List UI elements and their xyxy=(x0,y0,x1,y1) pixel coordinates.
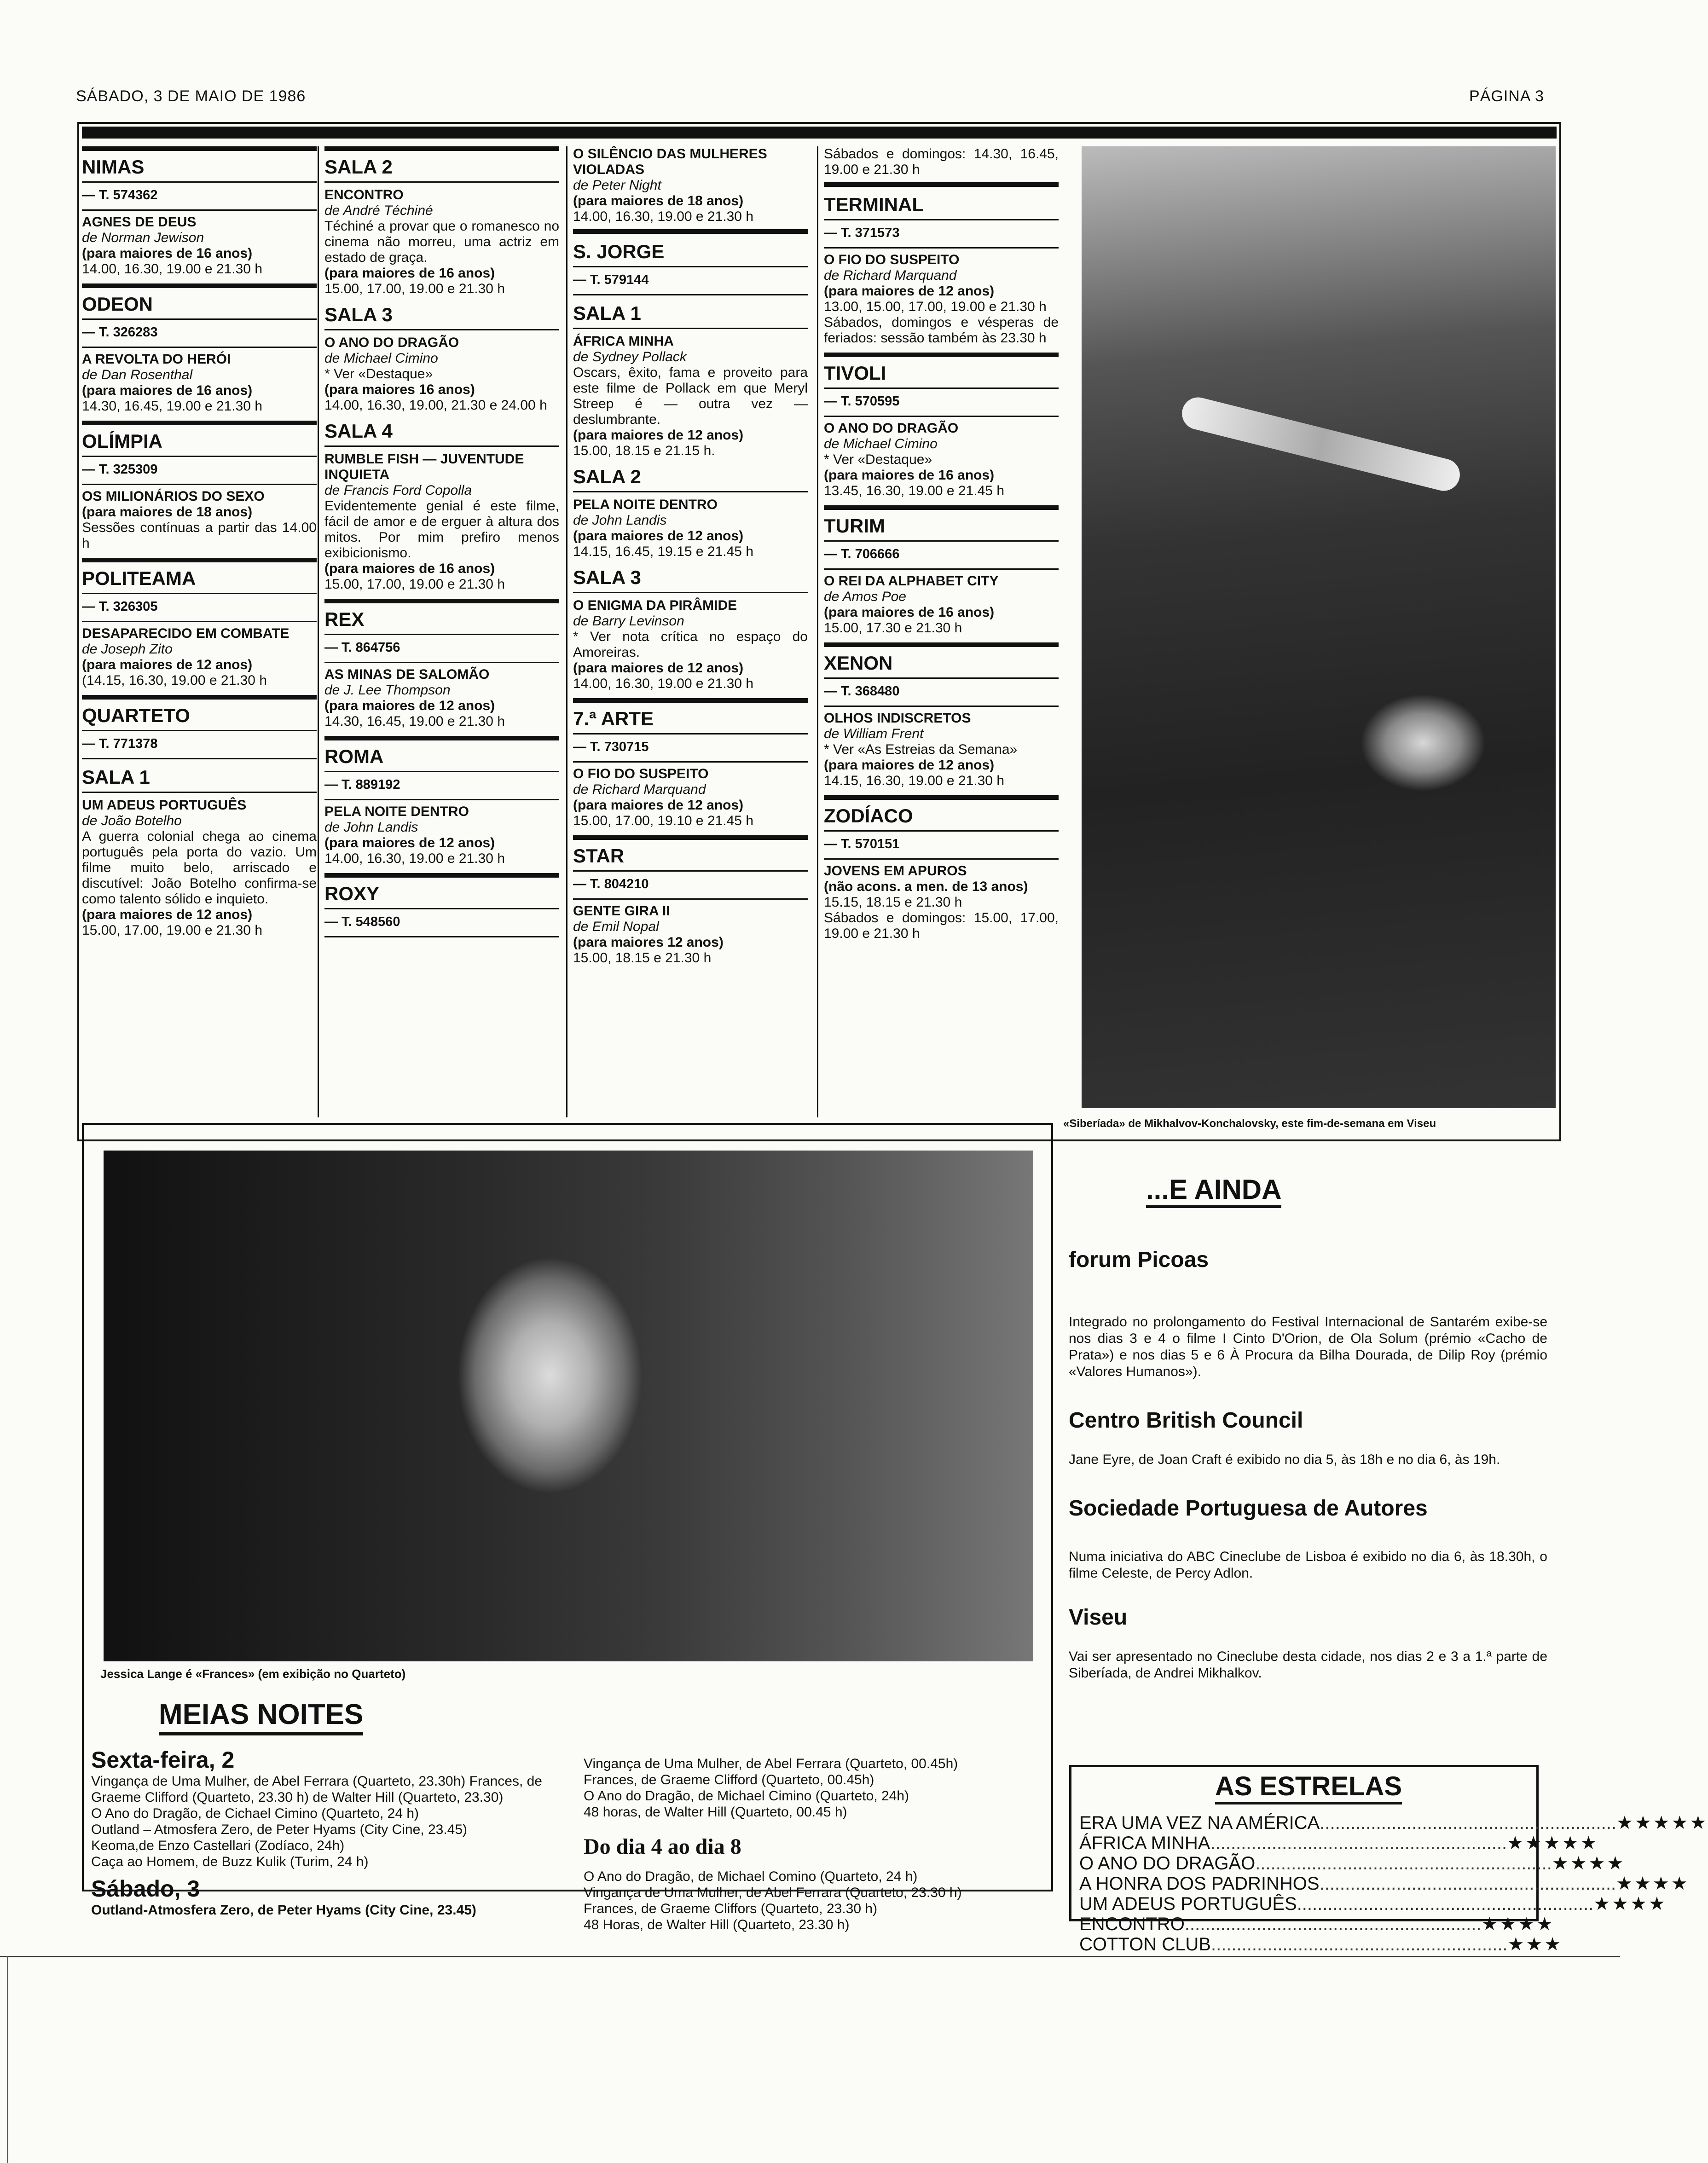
column-divider xyxy=(318,146,319,1117)
listing-text: Vingança de Uma Mulher, de Abel Ferrara (Quarteto, 23.30h) Frances, de Graeme Clifford (Quarteto, 23.30 h) de Walter Hill (Quarteto, 23.30) xyxy=(91,1774,542,1805)
section-text: Jane Eyre, de Joan Craft é exibido no dia 5, às 18h e no dia 6, às 19h. xyxy=(1069,1452,1500,1467)
film-title: ÁFRICA MINHA xyxy=(573,334,674,349)
film-director: de Barry Levinson xyxy=(573,613,684,629)
film-title: GENTE GIRA II xyxy=(573,903,670,919)
film-title: AS MINAS DE SALOMÃO xyxy=(324,667,490,682)
cinema-name: POLITEAMA xyxy=(82,567,317,594)
film-title: A REVOLTA DO HERÓI xyxy=(82,352,231,367)
film-times: 15.15, 18.15 e 21.30 h xyxy=(824,895,962,910)
cinema-block-rex xyxy=(324,599,559,729)
film-rating: (para maiores de 16 anos) xyxy=(82,246,253,261)
listings-column-4 xyxy=(824,146,1059,948)
star-film: O ANO DO DRAGÃO xyxy=(1079,1853,1256,1874)
film-times: 15.00, 17.00, 19.10 e 21.45 h xyxy=(573,813,754,828)
film-note: Sábados, domingos e vésperas de feriados: sessão também às 23.30 h xyxy=(824,315,1059,346)
film-director: de Emil Nopal xyxy=(573,919,659,934)
film-note: * Ver «Destaque» xyxy=(324,366,433,382)
film-rating: (para maiores de 16 anos) xyxy=(324,266,495,281)
film-note: Téchiné a provar que o romanesco no cinema não morreu, uma actriz em estado de graça. xyxy=(324,219,559,265)
film-times: 15.00, 17.00, 19.00 e 21.30 h xyxy=(82,923,263,938)
cinema-block-turim xyxy=(824,505,1059,636)
film-times: 14.00, 16.30, 19.00 e 21.30 h xyxy=(573,676,754,691)
film-director: de Francis Ford Copolla xyxy=(324,483,472,498)
cinema-phone: — T. 889192 xyxy=(324,777,559,800)
star-rating: ★★★★★ xyxy=(1616,1813,1708,1833)
film-rating: (para maiores de 12 anos) xyxy=(573,660,744,676)
cinema-block-roma xyxy=(324,736,559,867)
binding-line xyxy=(7,1956,8,2163)
film-times: 15.00, 18.15 e 21.15 h. xyxy=(573,443,715,458)
film-rating: (para maiores de 18 anos) xyxy=(573,193,744,208)
frances-photo xyxy=(104,1151,1033,1661)
film-director: de Michael Cimino xyxy=(824,436,938,451)
photo-caption-right: «Siberíada» de Mikhalvov-Konchalovsky, este fim-de-semana em Viseu xyxy=(1063,1117,1436,1130)
section-heading: Centro British Council xyxy=(1069,1408,1303,1433)
cinema-block-xenon xyxy=(824,642,1059,789)
film-times: 13.00, 15.00, 17.00, 19.00 e 21.30 h xyxy=(824,299,1047,314)
star-row: ÁFRICA MINHA .......................................................... ★★★★★ xyxy=(1079,1833,1599,1853)
film-rating: (para maiores de 12 anos) xyxy=(82,907,253,922)
film-times: Sessões contínuas a partir das 14.00 h xyxy=(82,520,317,551)
date-line: SÁBADO, 3 DE MAIO DE 1986 xyxy=(76,87,306,105)
film-director: de André Téchiné xyxy=(324,203,433,218)
cinema-phone: — T. 804210 xyxy=(573,876,808,900)
film-director: de Michael Cimino xyxy=(324,351,438,366)
cinema-phone: — T. 368480 xyxy=(824,683,1059,707)
film-title: O FIO DO SUSPEITO xyxy=(573,766,709,781)
section-text: Vai ser apresentado no Cineclube desta cidade, nos dias 2 e 3 a 1.ª parte de Siberíada, de Andrei Mikhalkov. xyxy=(1069,1649,1547,1681)
day-heading: Sábado, 3 xyxy=(91,1876,200,1902)
film-director: de William Frent xyxy=(824,726,924,741)
cinema-block-sala2 xyxy=(324,146,559,297)
star-film: UM ADEUS PORTUGUÊS xyxy=(1079,1894,1297,1914)
listings-column-3 xyxy=(573,146,808,972)
day-heading: Sexta-feira, 2 xyxy=(91,1747,235,1773)
cartaz-logo xyxy=(686,48,925,117)
cinema-block-sala3 xyxy=(324,303,559,413)
cinema-name: SALA 2 xyxy=(573,465,808,492)
listings-column-1 xyxy=(82,146,317,945)
logo-text: Cartaz xyxy=(709,51,902,115)
cinema-name: SALA 1 xyxy=(82,766,317,793)
cinema-phone: — T. 326305 xyxy=(82,599,317,622)
cinema-name: NIMAS xyxy=(82,156,317,183)
cinema-block-zodiaco xyxy=(824,795,1059,942)
cinema-name: QUARTETO xyxy=(82,704,317,731)
cinema-name: OLÍMPIA xyxy=(82,430,317,457)
film-director: de Amos Poe xyxy=(824,589,906,604)
cinema-block-nimas xyxy=(82,146,317,277)
cinema-phone: — T. 548560 xyxy=(324,914,559,937)
cinema-name: SALA 3 xyxy=(573,566,808,593)
film-times: 14.15, 16.30, 19.00 e 21.30 h xyxy=(824,773,1005,788)
section-heading: Sociedade Portuguesa de Autores xyxy=(1069,1496,1428,1521)
film-director: de Sydney Pollack xyxy=(573,349,687,364)
film-title: O ENIGMA DA PIRÂMIDE xyxy=(573,598,737,613)
film-title: O FIO DO SUSPEITO xyxy=(824,252,960,267)
listing-item: Vingança de Uma Mulher, de Abel Ferrara (Quarteto, 23.30 h) xyxy=(584,1885,962,1900)
film-rating: (para maiores de 12 anos) xyxy=(573,798,744,813)
film-title: AGNES DE DEUS xyxy=(82,214,197,230)
film-director: de John Landis xyxy=(573,513,667,528)
film-director: de J. Lee Thompson xyxy=(324,682,451,698)
estrelas-title: AS ESTRELAS xyxy=(1215,1771,1402,1804)
section-heading: forum Picoas xyxy=(1069,1248,1209,1272)
meias-noites-left xyxy=(91,1747,565,1918)
film-note: Oscars, êxito, fama e proveito para este filme de Pollack em que Meryl Streep é — outra vez — deslumbrante. xyxy=(573,365,808,427)
film-times: Sábados e domingos: 14.30, 16.45, 19.00 e 21.30 h xyxy=(824,146,1059,177)
cinema-block-politeama xyxy=(82,558,317,688)
film-director: de John Landis xyxy=(324,820,418,835)
day-heading: Do dia 4 ao dia 8 xyxy=(584,1834,741,1859)
star-rating: ★★★★★ xyxy=(1507,1833,1599,1853)
listing-item: Frances, de Graeme Cliffors (Quarteto, 23.30 h) xyxy=(584,1901,878,1916)
star-film: ÁFRICA MINHA xyxy=(1079,1833,1210,1853)
cinema-name: XENON xyxy=(824,652,1059,679)
film-title: RUMBLE FISH — JUVENTUDE INQUIETA xyxy=(324,451,524,482)
film-times: 14.30, 16.45, 19.00 e 21.30 h xyxy=(82,399,263,414)
film-rating: (para maiores de 16 anos) xyxy=(324,561,495,576)
film-note: A guerra colonial chega ao cinema português pela porta do vazio. Um filme muito belo, arriscado e discutível: João Botelho confirma-se como talento sólido e inquieto. xyxy=(82,829,317,907)
film-director: de Richard Marquand xyxy=(824,268,957,283)
film-rating: (para maiores de 12 anos) xyxy=(82,657,253,672)
cinema-block-7-arte xyxy=(573,698,808,829)
film-title: OS MILIONÁRIOS DO SEXO xyxy=(82,489,265,504)
e-ainda-content xyxy=(1069,1247,1547,1682)
section-heading: Viseu xyxy=(1069,1605,1128,1630)
star-row: O ANO DO DRAGÃO .......................................................... ★★★★ xyxy=(1079,1853,1626,1874)
star-film: A HONRA DOS PADRINHOS xyxy=(1079,1874,1320,1894)
cinema-block-sala1 xyxy=(573,302,808,459)
film-note: * Ver «Destaque» xyxy=(824,452,932,467)
cinema-block-quarteto xyxy=(82,695,317,759)
cinema-block-odeon xyxy=(82,283,317,414)
cinema-block-sala4 xyxy=(324,420,559,592)
cinema-block-sala3 xyxy=(573,566,808,692)
cinema-block-star xyxy=(573,835,808,966)
e-ainda-title: ...E AINDA xyxy=(1146,1174,1281,1208)
film-rating: (para maiores 12 anos) xyxy=(573,935,724,950)
film-rating: (para maiores de 16 anos) xyxy=(824,468,995,483)
listing-item: Outland – Atmosfera Zero, de Peter Hyams (City Cine, 23.45) xyxy=(91,1822,468,1837)
cinema-phone: — T. 570595 xyxy=(824,393,1059,417)
cinema-block-sala2 xyxy=(573,465,808,560)
cinema-block-sala1 xyxy=(82,766,317,938)
film-times: 14.00, 16.30, 19.00 e 21.30 h xyxy=(573,209,754,224)
film-rating: (para maiores de 16 anos) xyxy=(824,605,995,620)
cinema-block-continued xyxy=(824,146,1059,187)
film-times: (14.15, 16.30, 19.00 e 21.30 h xyxy=(82,673,267,688)
film-times: 15.00, 18.15 e 21.30 h xyxy=(573,950,712,966)
cinema-name: 7.ª ARTE xyxy=(573,707,808,734)
listing-item: O Ano do Dragão, de Michael Cimino (Quarteto, 24h) xyxy=(584,1788,909,1804)
star-film: COTTON CLUB xyxy=(1079,1934,1211,1955)
star-rating: ★★★★ xyxy=(1481,1914,1555,1934)
cinema-phone: — T. 730715 xyxy=(573,739,808,763)
siberiada-photo xyxy=(1082,146,1556,1108)
cinema-block-terminal xyxy=(824,193,1059,346)
listing-item: Caça ao Homem, de Buzz Kulik (Turim, 24 h) xyxy=(91,1854,369,1869)
cinema-phone: — T. 371573 xyxy=(824,225,1059,249)
cinema-block-roxy xyxy=(324,873,559,937)
film-times: 15.00, 17.00, 19.00 e 21.30 h xyxy=(324,577,505,592)
photo-caption-center: Jessica Lange é «Frances» (em exibição no Quarteto) xyxy=(100,1667,406,1681)
film-times: 14.00, 16.30, 19.00, 21.30 e 24.00 h xyxy=(324,398,547,413)
cinema-name: SALA 1 xyxy=(573,302,808,329)
top-rule xyxy=(82,127,1557,139)
star-row: COTTON CLUB .......................................................... ★★★ xyxy=(1079,1934,1563,1955)
listing-item: Vingança de Uma Mulher, de Abel Ferrara (Quarteto, 00.45h) xyxy=(584,1756,958,1771)
star-row: ENCONTRO .......................................................... ★★★★ xyxy=(1079,1914,1555,1934)
film-times: 14.00, 16.30, 19.00 e 21.30 h xyxy=(324,851,505,866)
star-rating: ★★★★ xyxy=(1616,1874,1690,1894)
film-title: O ANO DO DRAGÃO xyxy=(824,421,959,436)
film-director: de Peter Night xyxy=(573,178,661,193)
film-rating: (para maiores de 18 anos) xyxy=(82,504,253,520)
film-title: O ANO DO DRAGÃO xyxy=(324,335,459,350)
cinema-name: TERMINAL xyxy=(824,193,1059,220)
film-note: * Ver «As Estreias da Semana» xyxy=(824,742,1018,757)
film-note: Sábados e domingos: 15.00, 17.00, 19.00 e 21.30 h xyxy=(824,910,1059,941)
film-rating: (para maiores de 12 anos) xyxy=(324,835,495,850)
film-title: PELA NOITE DENTRO xyxy=(573,497,718,512)
cinema-block-s-jorge xyxy=(573,240,808,295)
cinema-name: TURIM xyxy=(824,515,1059,542)
star-rating: ★★★ xyxy=(1507,1934,1563,1955)
listing-item: O Ano do Dragão, de Cichael Cimino (Quarteto, 24 h) xyxy=(91,1806,419,1821)
listing-item: 48 horas, de Walter Hill (Quarteto, 00.45 h) xyxy=(584,1804,847,1820)
listing-item: 48 Horas, de Walter Hill (Quarteto, 23.30 h) xyxy=(584,1917,850,1932)
page-number: PÁGINA 3 xyxy=(1469,87,1544,105)
film-rating: (para maiores de 16 anos) xyxy=(82,383,253,398)
film-title: DESAPARECIDO EM COMBATE xyxy=(82,626,289,641)
film-rating: (para maiores de 12 anos) xyxy=(824,283,995,299)
listing-item: O Ano do Dragão, de Michael Comino (Quarteto, 24 h) xyxy=(584,1869,918,1884)
star-row: A HONRA DOS PADRINHOS .......................................................... ★★★★ xyxy=(1079,1874,1690,1894)
film-times: 13.45, 16.30, 19.00 e 21.45 h xyxy=(824,483,1005,498)
film-director: de Dan Rosenthal xyxy=(82,367,193,382)
listings-column-2 xyxy=(324,146,559,944)
star-rating: ★★★★ xyxy=(1552,1853,1626,1874)
film-title: UM ADEUS PORTUGUÊS xyxy=(82,798,247,813)
film-rating: (para maiores de 12 anos) xyxy=(573,428,744,443)
cinema-name: SALA 2 xyxy=(324,156,559,183)
cinema-name: SALA 4 xyxy=(324,420,559,447)
star-film: ENCONTRO xyxy=(1079,1914,1185,1934)
film-director: de Norman Jewison xyxy=(82,230,204,245)
film-times: 15.00, 17.00, 19.00 e 21.30 h xyxy=(324,281,505,296)
cinema-block-tivoli xyxy=(824,353,1059,499)
star-row: UM ADEUS PORTUGUÊS .......................................................... ★★★★ xyxy=(1079,1894,1667,1914)
film-title: O REI DA ALPHABET CITY xyxy=(824,573,999,589)
film-title: OLHOS INDISCRETOS xyxy=(824,711,971,726)
film-rating: (para maiores de 12 anos) xyxy=(324,698,495,713)
film-times: 15.00, 17.30 e 21.30 h xyxy=(824,620,962,636)
film-times: 14.30, 16.45, 19.00 e 21.30 h xyxy=(324,714,505,729)
cinema-name: ROMA xyxy=(324,745,559,772)
cinema-name: TIVOLI xyxy=(824,362,1059,389)
film-times: 14.00, 16.30, 19.00 e 21.30 h xyxy=(82,261,263,277)
film-rating: (para maiores de 12 anos) xyxy=(824,758,995,773)
cinema-phone: — T. 771378 xyxy=(82,736,317,759)
cinema-phone: — T. 574362 xyxy=(82,187,317,211)
section-text: Integrado no prolongamento do Festival Internacional de Santarém exibe-se nos dias 3 e 4 o filme I Cinto D'Orion, de Ola Solum (prémio «Cacho de Prata») e nos dias 5 e 6 À Procura da Bilha Dourada, de Dilip Roy (prémio «Valores Humanos»). xyxy=(1069,1314,1547,1379)
cinema-phone: — T. 325309 xyxy=(82,462,317,485)
listing-item: Keoma,de Enzo Castellari (Zodíaco, 24h) xyxy=(91,1838,345,1853)
star-rating: ★★★★ xyxy=(1593,1894,1667,1914)
film-title: O SILÊNCIO DAS MULHERES VIOLADAS xyxy=(573,146,767,177)
cinema-phone: — T. 706666 xyxy=(824,546,1059,570)
film-director: de João Botelho xyxy=(82,813,182,828)
page-bottom-rule xyxy=(0,1956,1620,1957)
cinema-name: STAR xyxy=(573,844,808,872)
film-rating: (para maiores de 12 anos) xyxy=(573,528,744,544)
cinema-phone: — T. 579144 xyxy=(573,272,808,295)
listing-item: Frances, de Graeme Clifford (Quarteto, 00.45h) xyxy=(584,1772,874,1787)
film-title: PELA NOITE DENTRO xyxy=(324,804,469,819)
cinema-name: ZODÍACO xyxy=(824,804,1059,832)
film-director: de Richard Marquand xyxy=(573,782,706,797)
star-row: ERA UMA VEZ NA AMÉRICA .......................................................... ★★★★★ xyxy=(1079,1813,1708,1833)
star-film: ERA UMA VEZ NA AMÉRICA xyxy=(1079,1813,1320,1833)
section-text: Numa iniciativa do ABC Cineclube de Lisboa é exibido no dia 6, às 18.30h, o filme Celeste, de Percy Adlon. xyxy=(1069,1549,1547,1581)
meias-noites-right xyxy=(584,1756,1044,1933)
film-note: * Ver nota crítica no espaço do Amoreiras. xyxy=(573,629,808,660)
column-divider xyxy=(566,146,567,1117)
column-divider xyxy=(817,146,818,1117)
cinema-phone: — T. 864756 xyxy=(324,640,559,663)
cinema-name: ROXY xyxy=(324,882,559,909)
cinema-name: SALA 3 xyxy=(324,303,559,330)
film-director: de Joseph Zito xyxy=(82,642,173,657)
film-title: JOVENS EM APUROS xyxy=(824,863,967,879)
cinema-block-continued xyxy=(573,146,808,234)
cinema-block-olimpia xyxy=(82,421,317,551)
cinema-name: S. JORGE xyxy=(573,240,808,267)
listing-item: Outland-Atmosfera Zero, de Peter Hyams (City Cine, 23.45) xyxy=(91,1903,476,1918)
cinema-name: ODEON xyxy=(82,293,317,320)
film-note: Evidentemente genial é este filme, fácil de amor e de erguer à altura dos mitos. Por mim prefiro menos exibicionismo. xyxy=(324,498,559,561)
film-rating: (não acons. a men. de 13 anos) xyxy=(824,879,1028,894)
film-times: 14.15, 16.45, 19.15 e 21.45 h xyxy=(573,544,754,559)
cinema-name: REX xyxy=(324,608,559,635)
cinema-phone: — T. 326283 xyxy=(82,324,317,348)
cinema-phone: — T. 570151 xyxy=(824,836,1059,860)
film-title: ENCONTRO xyxy=(324,187,404,202)
meias-noites-title: MEIAS NOITES xyxy=(159,1698,363,1735)
film-rating: (para maiores 16 anos) xyxy=(324,382,475,397)
